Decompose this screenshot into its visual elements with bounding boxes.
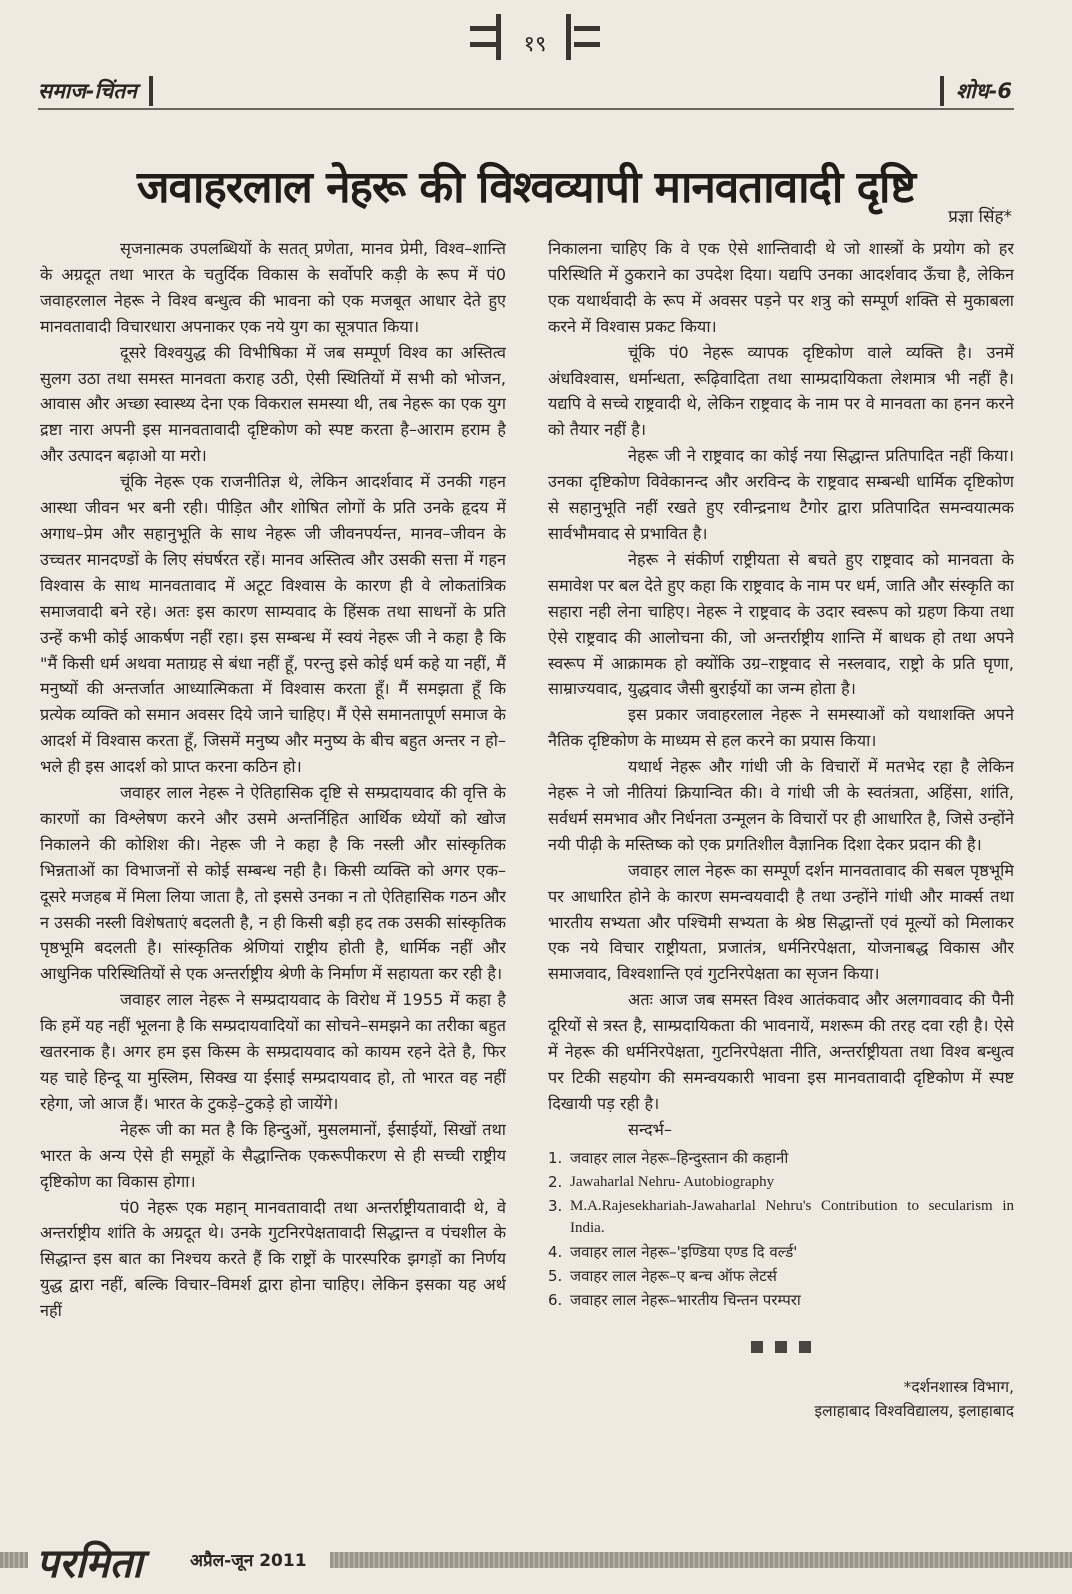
footer-strip xyxy=(0,1552,28,1568)
section-label: समाज-चिंतन xyxy=(38,76,153,106)
paragraph: सृजनात्मक उपलब्धियों के सतत् प्रणेता, मानव प्रेमी, विश्व–शान्ति के अग्रदूत तथा भारत के चतुर्दिक विकास के सर्वोपरि कड़ी के रूप में पं0 जवाहरलाल नेहरू ने विश्व बन्धुत्व की भावना को एक मजबूत आधार देते हुए मानवतावादी विचारधारा अपनाकर एक नये युग का सूत्रपात किया। xyxy=(40,239,506,336)
paragraph: जवाहर लाल नेहरू ने ऐतिहासिक दृष्टि से सम्प्रदायवाद की वृत्ति के कारणों का विश्लेषण करने और उसमे अन्तर्निहित आर्थिक ध्येयों को खोज निकालने की कोशिश की। नेहरू जी ने कहा है कि नस्ली और सांस्कृतिक भिन्नताओं का विभाजनों से कोई सम्बन्ध नही है। किसी व्यक्ति को अगर एक–दूसरे मजहब में मिला लिया जाता है, तो इससे उनका न तो ऐतिहासिक गठन और न उसकी नस्ली विशेषताएं बदलती है, न ही किसी बड़ी हद तक उसकी सांस्कृतिक पृष्ठभूमि बदलती है। सांस्कृतिक श्रेणियां राष्ट्रीय होती है, धार्मिक नहीं और आधुनिक परिस्थितियों से एक अन्तर्राष्ट्रीय श्रेणी के निर्माण में सहायता कर रही है। xyxy=(40,783,506,984)
left-column xyxy=(40,236,506,1516)
paragraph: चूंकि पं0 नेहरू व्यापक दृष्टिकोण वाले व्यक्ति है। उनमें अंधविश्वास, धर्मान्धता, रूढ़िवादिता तथा साम्प्रदायिकता लेशमात्र भी नहीं है। यद्यपि वे सच्चे राष्ट्रवादी थे, लेकिन राष्ट्रवाद के नाम पर वे मानवता का हनन करने को तैयार नहीं है। xyxy=(548,342,1014,440)
footer-strip xyxy=(330,1552,1072,1568)
reference-item: 1. जवाहर लाल नेहरू–हिन्दुस्तान की कहानी xyxy=(548,1148,789,1167)
page-number-text: १९ xyxy=(523,32,547,57)
paragraph: दूसरे विश्वयुद्ध की विभीषिका में जब सम्पूर्ण विश्व का अस्तित्व सुलग उठा तथा समस्त मानवता कराह उठी, ऐसी स्थितियों में सभी को भोजन, आवास और अच्छा स्वास्थ्य देना एक विकराल समस्या थी, तब नेहरू का एक युग द्रष्टा नारा अपनी इस मानवतावादी दृष्टिकोण को स्पष्ट करता है–आराम हराम है और उत्पादन बढ़ाओ या मरो। xyxy=(40,342,506,466)
paragraph: नेहरू जी ने राष्ट्रवाद का कोई नया सिद्धान्त प्रतिपादित नहीं किया। उनका दृष्टिकोण विवेकानन्द और अरविन्द के राष्ट्रवाद सम्बन्धी धार्मिक दृष्टिकोण से सहानुभूति नहीं रखते हुए रवीन्द्रनाथ टैगोर द्वारा प्रतिपादित समन्वयात्मक सार्वभौमवाद से प्रभावित है। xyxy=(548,446,1014,543)
end-ornament xyxy=(548,1335,1014,1361)
affiliation-university: इलाहाबाद विश्वविद्यालय, इलाहाबाद xyxy=(814,1401,1014,1420)
author-affiliation xyxy=(548,1375,1014,1423)
reference-item: 5. जवाहर लाल नेहरू–ए बन्च ऑफ लेटर्स xyxy=(548,1266,777,1285)
references-heading: सन्दर्भ– xyxy=(628,1119,673,1139)
page-number-decoration xyxy=(574,42,600,47)
article-author: प्रज्ञा सिंह* xyxy=(948,207,1012,227)
affiliation-department: *दर्शनशास्त्र विभाग, xyxy=(903,1377,1014,1396)
paragraph: अतः आज जब समस्त विश्व आतंकवाद और अलगाववाद की पैनी दूरियों से त्रस्त है, साम्प्रदायिकता की भावनायें, मशरूम की तरह दवा रही है। ऐसे में नेहरू की धर्मनिरपेक्षता, गुटनिरपेक्षता नीति, अन्तर्राष्ट्रीयता तथा विश्व बन्धुत्व पर टिकी सहयोग की समन्वयकारी भावना इस मानवतावादी दृष्टिकोण में स्पष्ट दिखायी पड़ रही है। xyxy=(548,990,1014,1113)
page-number-decoration xyxy=(566,14,571,60)
page-number-decoration xyxy=(574,26,600,31)
paragraph: इस प्रकार जवाहरलाल नेहरू ने समस्याओं को यथाशक्ति अपने नैतिक दृष्टिकोण के माध्यम से हल करने का प्रयास किया। xyxy=(548,705,1014,751)
issue-date: अप्रैल-जून 2011 xyxy=(190,1551,307,1571)
article-tag: शोध-6 xyxy=(940,76,1012,106)
magazine-logo: परमिता xyxy=(36,1541,143,1587)
paragraph: पं0 नेहरू एक महान् मानवतावादी तथा अन्तर्राष्ट्रीयतावादी थे, वे अन्तर्राष्ट्रीय शांति के अग्रदूत थे। उनके गुटनिरपेक्षतावादी सिद्धान्त व पंचशील के सिद्धान्त इस बात का निश्चय करते हैं कि राष्ट्रों के पारस्परिक झगड़ों का निर्णय युद्ध द्वारा नहीं, बल्कि विचार–विमर्श द्वारा होना चाहिए। लेकिन इसका यह अर्थ नहीं xyxy=(40,1197,506,1321)
reference-item: 4. जवाहर लाल नेहरू–'इण्डिया एण्ड दि वर्ल्ड' xyxy=(548,1242,798,1261)
reference-item: 2. Jawaharlal Nehru- Autobiography xyxy=(548,1172,775,1191)
paragraph: यथार्थ नेहरू और गांधी जी के विचारों में मतभेद रहा है लेकिन नेहरू ने जो नीतियां क्रियान्वित की। वे गांधी जी के स्वतंत्रता, अहिंसा, शांति, सर्वधर्म समभाव और निर्धनता उन्मूलन के विचारों पर ही आधारित है, जिसे उन्होंने नयी पीढ़ी के मस्तिष्क को एक प्रगतिशील वैज्ञानिक दिशा देकर प्रदान की है। xyxy=(548,757,1014,854)
page-footer xyxy=(0,1530,1072,1594)
page-number-decoration xyxy=(470,26,496,31)
paragraph: चूंकि नेहरू एक राजनीतिज्ञ थे, लेकिन आदर्शवाद में उनकी गहन आस्था जीवन भर बनी रही। पीड़ित और शोषित लोगों के प्रति उनके हृदय में अगाध–प्रेम और सहानुभूति के साथ नेहरू जी जीवनपर्यन्त, मानव–जीवन के उच्चतर मानदण्डों के लिए संघर्षरत रहें। मानव अस्तित्व और उसकी सत्ता में गहन विश्वास के साथ मानवतावाद में अटूट विश्वास के कारण ही वे लोकतांत्रिक समाजवादी बने रहे। अतः इस कारण साम्यवाद के हिंसक तथा साधनों के प्रति उन्हें कभी कोई आकर्षण नहीं रहा। इस सम्बन्ध में स्वयं नेहरू जी ने कहा है कि "मैं किसी धर्म अथवा मताग्रह से बंधा नहीं हूँ, परन्तु इसे कोई धर्म कहे या नहीं, मैं मनुष्यों की अन्तर्जात आध्यात्मिकता में विश्वास करता हूँ। मैं समझता हूँ कि प्रत्येक व्यक्ति को समान अवसर दिये जाने चाहिए। मैं ऐसे समानतापूर्ण समाज के आदर्श में विश्वास करता हूँ, जिसमें मनुष्य और मनुष्य के बीच बहुत अन्तर न हो–भले ही इस आदर्श को प्राप्त करना कठिन हो। xyxy=(40,472,506,777)
page-number-decoration xyxy=(470,42,496,47)
header-rule xyxy=(38,108,1014,110)
page-number-decoration xyxy=(496,14,501,60)
paragraph: जवाहर लाल नेहरू का सम्पूर्ण दर्शन मानवतावाद की सबल पृष्ठभूमि पर आधारित होने के कारण समन्वयवादी है तथा उन्होंने गांधी और मार्क्स तथा भारतीय सभ्यता और पश्चिमी सभ्यता के श्रेष्ठ सिद्धान्तों एवं मूल्यों को मिलाकर एक नये विचार राष्ट्रीयता, प्रजातंत्र, धर्मनिरपेक्षता, योजनाबद्ध विकास और समाजवाद, विश्वशान्ति एवं गुटनिरपेक्षता का सृजन किया। xyxy=(548,860,1014,984)
paragraph: नेहरू जी का मत है कि हिन्दुओं, मुसलमानों, ईसाईयों, सिखों तथा भारत के अन्य ऐसे ही समूहों के सैद्धान्तिक एकरूपीकरण से ही सच्ची राष्ट्रीय दृष्टिकोण का विकास होगा। xyxy=(40,1119,506,1191)
right-column xyxy=(548,236,1014,1536)
paragraph: जवाहर लाल नेहरू ने सम्प्रदायवाद के विरोध में 1955 में कहा है कि हमें यह नहीं भूलना है कि सम्प्रदायवादियों का सोचने–समझने का तरीका बहुत खतरनाक है। अगर हम इस किस्म के सम्प्रदायवाद को कायम रहने देते है, फिर यह चाहे हिन्दू या मुस्लिम, सिक्ख या ईसाई सम्प्रदायवाद हो, तो भारत वह नहीं रहेगा, जो आज हैं। भारत के टुकड़े–टुकड़े हो जायेंगे। xyxy=(40,990,506,1113)
reference-item: 6. जवाहर लाल नेहरू–भारतीय चिन्तन परम्परा xyxy=(548,1290,801,1309)
paragraph: नेहरू ने संकीर्ण राष्ट्रीयता से बचते हुए राष्ट्रवाद को मानवता के समावेश पर बल देते हुए कहा कि राष्ट्रवाद के नाम पर धर्म, जाति और संस्कृति का सहारा नही लेना चाहिए। नेहरू ने राष्ट्रवाद के उदार स्वरूप को ग्रहण किया तथा ऐसे राष्ट्रवाद की आलोचना की, जो अन्तर्राष्ट्रीय शान्ति में बाधक हो तथा अपने स्वरूप में आक्रामक हो क्योंकि उग्र–राष्ट्रवाद से नस्लवाद, राष्ट्रो के प्रति घृणा, साम्राज्यवाद, युद्धवाद जैसी बुराईयों का जन्म होता है। xyxy=(548,549,1014,699)
paragraph-continuation: निकालना चाहिए कि वे एक ऐसे शान्तिवादी थे जो शास्त्रों के प्रयोग को हर परिस्थिति में ठुकराने का उपदेश दिया। यद्यपि उनका आदर्शवाद ऊँचा है, लेकिन एक यथार्थवादी के रूप में अवसर पड़ने पर शत्रु को सम्पूर्ण शक्ति से मुकाबला करने में विश्वास प्रकट किया। xyxy=(548,239,1014,336)
page-number xyxy=(470,14,600,60)
references-list xyxy=(548,1147,1014,1311)
reference-item: 3. M.A.Rajesekhariah-Jawaharlal Nehru's Contribution to secularism in India. xyxy=(548,1196,1014,1236)
article-title: जवाहरलाल नेहरू की विश्वव्यापी मानवतावादी दृष्टि xyxy=(136,162,916,214)
